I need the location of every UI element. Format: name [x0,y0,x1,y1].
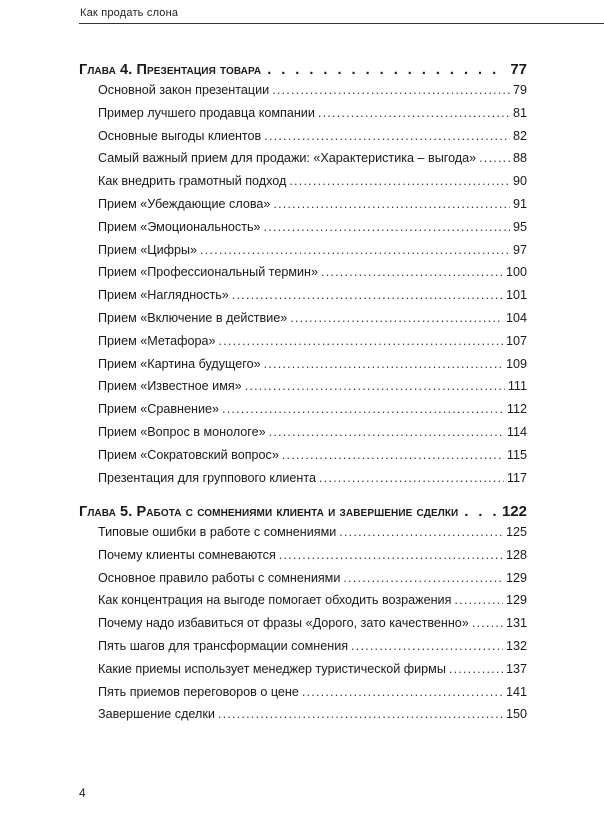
dot-leader [321,265,503,279]
chapter-heading [79,503,527,525]
entry-title: Типовые ошибки в работе с сомнениями [98,525,337,539]
entry-page: 88 [512,151,527,166]
toc-entry [98,197,527,220]
toc-entry [98,448,527,471]
toc-entry [98,265,527,288]
entry-title: Прием «Цифры» [98,242,198,257]
entry-title: Основной закон презентации [98,83,270,97]
dot-leader [264,129,510,143]
toc-entry [98,288,527,311]
entry-title: Пять приемов переговоров о цене [98,684,299,699]
entry-title: Пример лучшего продавца компании [98,105,315,120]
entry-page: 141 [505,684,527,699]
entry-page: 90 [512,174,527,189]
entry-page: 109 [505,356,527,371]
toc-entry [98,311,527,334]
toc-entry [98,83,527,106]
entry-page: 150 [505,707,527,722]
entry-page: 97 [512,242,527,257]
entry-title: Самый важный прием для продажи: «Характеристика – выгода» [98,151,477,166]
toc-entry [98,243,527,266]
dot-leader [339,525,503,539]
chapter-items [79,83,527,493]
dot-leader [279,548,503,562]
entry-page: 129 [505,570,527,585]
dot-leader [264,220,510,234]
entry-title: Презентация для группового клиента [98,470,316,485]
toc-entry [98,220,527,243]
entry-page: 91 [512,196,527,211]
running-header: Как продать слона [80,7,179,19]
dot-leader [479,151,510,165]
entry-page: 132 [505,638,527,653]
entry-page: 128 [505,547,527,562]
entry-page: 100 [505,265,527,280]
dot-leader [449,662,503,676]
entry-title: Прием «Убеждающие слова» [98,196,271,211]
entry-title: Прием «Сократовский вопрос» [98,447,279,462]
entry-page: 131 [505,616,527,631]
toc-entry [98,379,527,402]
dot-leader [302,685,503,699]
entry-page: 129 [505,593,527,608]
dot-leader [218,707,503,721]
dot-leader [472,616,503,630]
page-number: 4 [79,786,86,800]
dot-leader [200,243,510,257]
toc-entry [98,548,527,571]
entry-title: Прием «Наглядность» [98,288,229,303]
dot-leader [264,357,503,371]
toc-entry [98,707,527,730]
toc-entry [98,639,527,662]
dot-leader [351,639,503,653]
entry-page: 114 [506,424,527,439]
entry-page: 137 [505,661,527,676]
chapter-title: Глава 4. Презентация товара [79,62,262,78]
entry-title: Прием «Включение в действие» [98,310,288,325]
toc-entry [98,525,527,548]
dot-leader [454,593,503,607]
entry-title: Пять шагов для трансформации сомнения [98,638,349,653]
entry-title: Прием «Сравнение» [98,402,220,417]
toc-entry [98,571,527,594]
entry-title: Почему клиенты сомневаются [98,547,276,562]
entry-page: 111 [507,379,527,394]
entry-title: Как концентрация на выгоде помогает обходить возражения [98,593,452,608]
entry-title: Прием «Метафора» [98,333,216,348]
entry-title: Основные выгоды клиентов [98,128,262,143]
dot-leader [267,62,504,78]
entry-title: Почему надо избавиться от фразы «Дорого, зато качественно» [98,616,469,631]
dot-leader [289,174,510,188]
entry-title: Прием «Эмоциональность» [98,219,261,234]
entry-page: 79 [512,83,527,97]
dot-leader [222,402,504,416]
dot-leader [319,471,504,485]
entry-title: Прием «Картина будущего» [98,356,261,371]
toc-chapter-4 [79,61,527,493]
dot-leader [273,197,510,211]
entry-page: 125 [505,525,527,539]
toc-entry [98,402,527,425]
toc-entry [98,593,527,616]
entry-page: 112 [506,402,527,417]
dot-leader [290,311,503,325]
dot-leader [318,106,510,120]
entry-title: Прием «Профессиональный термин» [98,265,319,280]
chapter-title: Глава 5. Работа с сомнениями клиента и завершение сделки [79,504,459,520]
dot-leader [272,83,510,97]
entry-page: 107 [505,333,527,348]
toc-entry [98,685,527,708]
dot-leader [269,425,504,439]
dot-leader [218,334,503,348]
entry-page: 101 [505,288,527,303]
chapter-page: 77 [510,61,527,78]
entry-title: Прием «Вопрос в монологе» [98,424,266,439]
entry-page: 81 [512,105,527,120]
chapter-heading [79,61,527,83]
entry-page: 104 [505,310,527,325]
toc-entry [98,174,527,197]
entry-page: 82 [512,128,527,143]
toc-entry [98,334,527,357]
entry-title: Завершение сделки [98,707,215,722]
entry-page: 115 [506,447,527,462]
chapter-items [79,525,527,730]
toc-entry [98,106,527,129]
entry-title: Какие приемы использует менеджер туристической фирмы [98,661,446,676]
dot-leader [282,448,504,462]
entry-title: Основное правило работы с сомнениями [98,570,341,585]
dot-leader [464,504,496,520]
entry-page: 95 [512,219,527,234]
dot-leader [232,288,503,302]
dot-leader [343,571,503,585]
toc-entry [98,129,527,152]
toc-entry [98,425,527,448]
entry-page: 117 [506,470,527,485]
entry-title: Прием «Известное имя» [98,379,242,394]
toc-entry [98,151,527,174]
toc-entry [98,662,527,685]
toc-chapter-5 [79,503,527,730]
dot-leader [245,379,505,393]
toc-entry [98,616,527,639]
entry-title: Как внедрить грамотный подход [98,174,287,189]
toc-entry [98,357,527,380]
header-rule [79,23,604,24]
chapter-page: 122 [501,503,527,520]
toc-entry [98,471,527,494]
